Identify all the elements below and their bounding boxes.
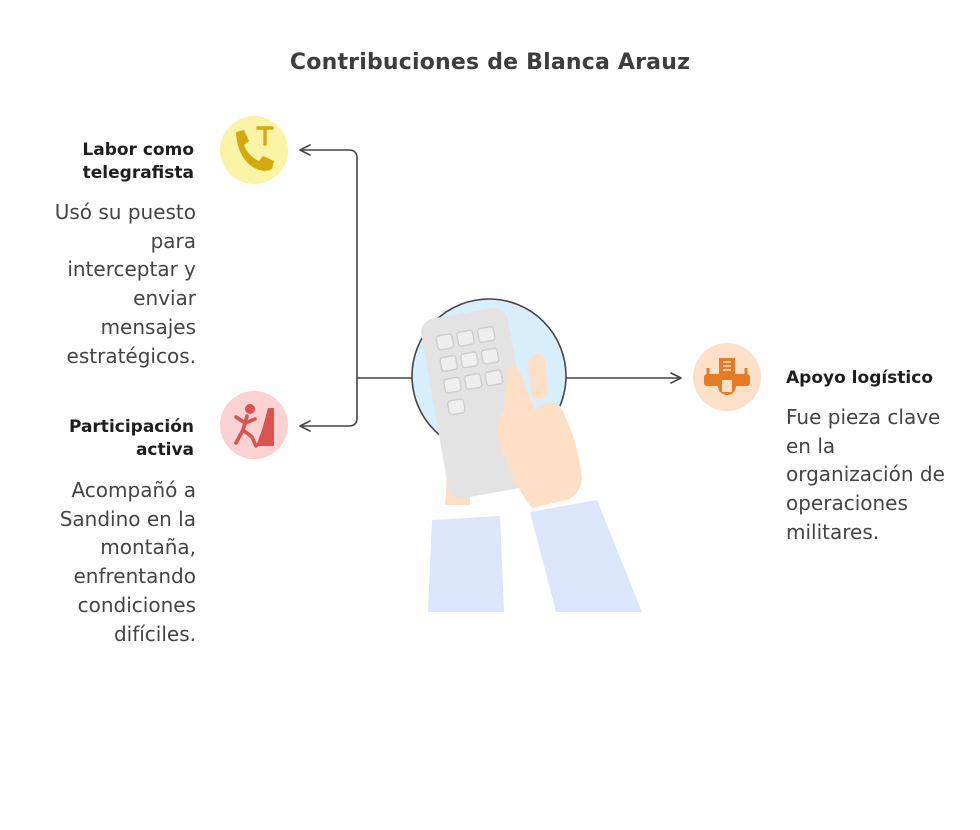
item-description-telegrafista: Usó su puesto para interceptar y enviar mensajes estratégicos.: [54, 200, 196, 368]
telephone-telegraph-icon: [220, 116, 288, 184]
hand-device-illustration: [412, 299, 642, 612]
item-heading-telegrafista: Labor como telegrafista: [82, 140, 194, 183]
connector-to-telegrafista: [300, 150, 412, 378]
gear-building-icon: [693, 343, 761, 411]
diagram-title: Contribuciones de Blanca Arauz: [289, 50, 691, 75]
item-description-logistico: Fue pieza clave en la organización de operaciones militares.: [786, 405, 945, 544]
item-heading-participacion: Participación activa: [68, 417, 194, 460]
item-description-participacion: Acompañó a Sandino en la montaña, enfrentando condiciones difíciles.: [59, 478, 196, 646]
item-heading-logistico: Apoyo logístico: [786, 368, 934, 388]
climbing-person-icon: [220, 391, 288, 459]
connector-to-participacion: [300, 378, 357, 426]
right-sleeve: [530, 500, 642, 612]
left-sleeve: [428, 516, 504, 612]
